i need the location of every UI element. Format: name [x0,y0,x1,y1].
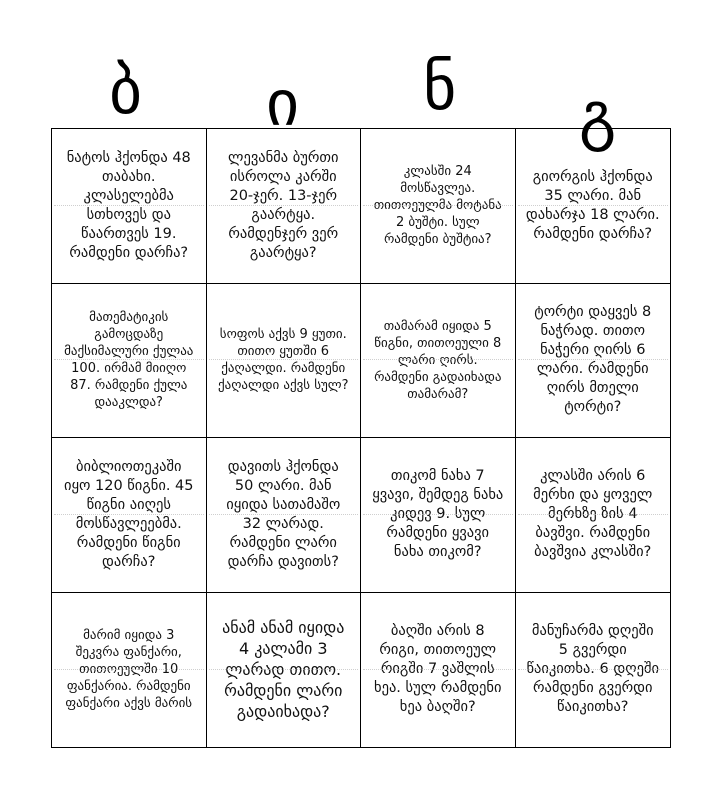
bingo-cell[interactable] [52,438,207,593]
cell-text: მანუჩარმა დღეში 5 გვერდი წაიკითხა. 6 დღეში რამდენი გვერდი წაიკითხა? [526,623,659,716]
bingo-cell[interactable] [207,593,362,748]
cell-text: დავითს ჰქონდა 50 ლარი. მან იყიდა სათამაშო 32 ლარად. რამდენი ლარი დარჩა დავითს? [226,458,341,570]
cell-text: კლასში 24 მოსწავლეა. თითოეულმა მოტანა 2 ბუშტი. სულ რამდენი ბუშტია? [373,164,502,248]
bingo-cell[interactable] [516,593,671,748]
bingo-cell[interactable] [52,129,207,284]
bingo-cell[interactable] [516,284,671,439]
header-letter-n: ნ [423,51,457,125]
cell-text: ნატოს ჰქონდა 48 თაბახი. კლასელებმა სთხოვეს და წაართვეს 19. რამდენი დარჩა? [66,149,191,261]
cell-text: ბაღში არის 8 რიგი, თითოეულ რიგში 7 ვაშლის ხეა. სულ რამდენი ხეა ბაღში? [374,623,502,716]
bingo-grid [51,128,671,748]
cell-text: თამარამ იყიდა 5 წიგნი, თითოეული 8 ლარი ღირს. რამდენი გადაიხადა თამარამ? [374,318,502,402]
bingo-cell[interactable] [361,438,516,593]
bingo-cell[interactable] [361,593,516,748]
bingo-cell[interactable] [516,438,671,593]
cell-text: მათემატიკის გამოცდაზე მაქსიმალური ქულაა 100. ირმამ მიიღო 87. რამდენი ქულა დააკლდა? [64,310,194,411]
bingo-cell[interactable] [361,284,516,439]
bingo-cell[interactable] [207,284,362,439]
cell-text: სოფოს აქვს 9 ყუთი. თითო ყუთში 6 ქაღალდი. რამდენი ქაღალდი აქვს სულ? [217,327,349,394]
cell-text: ანამ ანამ იყიდა 4 კალამი 3 ლარად თითო. რამდენი ლარი გადაიხადა? [222,618,345,722]
header-letter-b: ბ [109,55,143,129]
bingo-cell[interactable] [52,284,207,439]
bingo-cell[interactable] [361,129,516,284]
header-letter-g: გ [579,79,617,153]
bingo-header [51,50,671,153]
cell-text: კლასში არის 6 მერხი და ყოველ მერხზე ზის 4 ბავშვი. რამდენი ბავშვია კლასში? [533,468,653,561]
cell-text: ბიბლიოთეკაში იყო 120 წიგნი. 45 წიგნი აიღეს მოსწავლეებმა. რამდენი წიგნი დარჩა? [64,458,194,570]
bingo-cell[interactable] [207,129,362,284]
bingo-cell[interactable] [52,593,207,748]
header-letter-i: ი [266,67,300,141]
cell-text: მარიმ იყიდა 3 შეკვრა ფანქარი, თითოეულში 10 ფანქარია. რამდენი ფანქარი აქვს მარის [65,628,193,712]
cell-text: გიორგის ჰქონდა 35 ლარი. მან დახარჯა 18 ლარი. რამდენი დარჩა? [525,168,660,242]
cell-text: თიკომ ნახა 7 ყვავი, შემდეგ ნახა კიდევ 9. სულ რამდენი ყვავი ნახა თიკომ? [372,468,504,561]
bingo-cell[interactable] [207,438,362,593]
bingo-cell[interactable] [516,129,671,284]
cell-text: ლევანმა ბურთი ისროლა კარში 20-ჯერ. 13-ჯერ გაარტყა. რამდენჯერ ვერ გაარტყა? [228,149,339,261]
cell-text: ტორტი დაყვეს 8 ნაჭრად. თითო ნაჭერი ღირს 6 ლარი. რამდენი ღირს მთელი ტორტი? [534,304,652,416]
